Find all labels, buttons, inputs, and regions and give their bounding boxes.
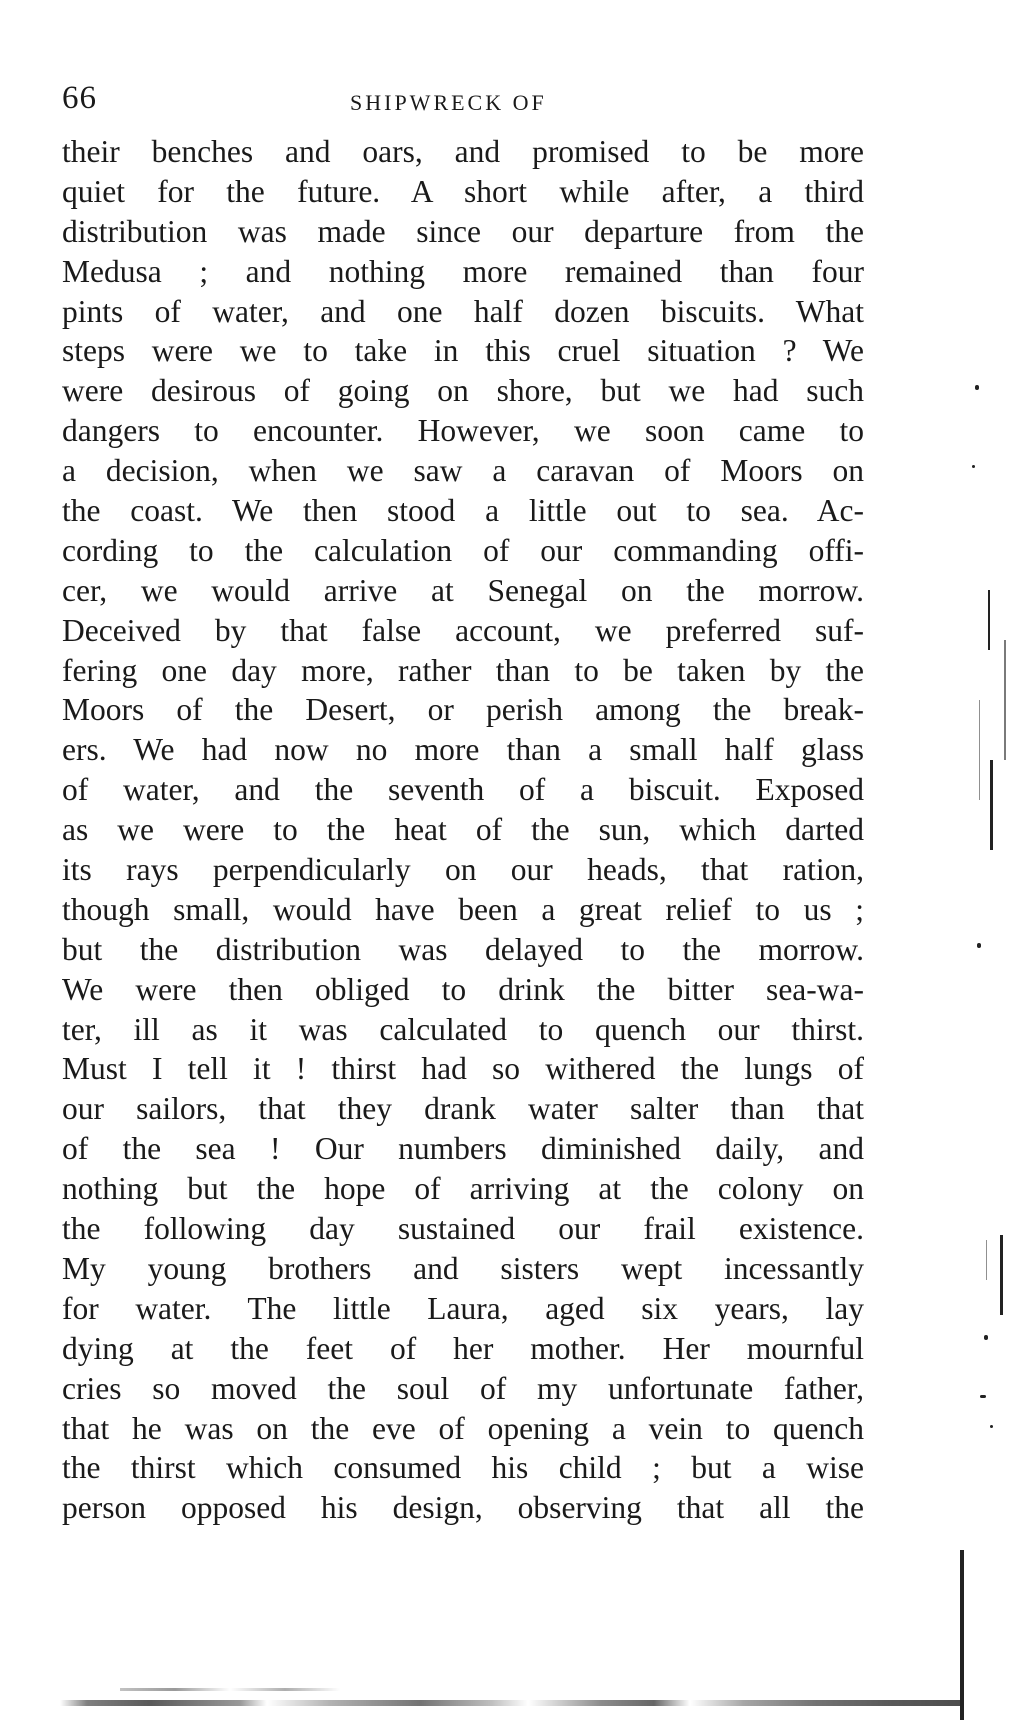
text-line: Moors of the Desert, or perish among the break- xyxy=(62,692,864,728)
text-line: but the distribution was delayed to the morrow. xyxy=(62,931,864,967)
running-head: SHIPWRECK OF xyxy=(350,90,547,115)
text-line: of water, and the seventh of a biscuit. Exposed xyxy=(62,772,864,808)
margin-speck xyxy=(980,1395,986,1398)
text-line: cries so moved the soul of my unfortunate father, xyxy=(62,1370,864,1406)
text-line: My young brothers and sisters wept incessantly xyxy=(62,1250,864,1286)
page-number: 66 xyxy=(62,80,97,116)
right-page-edge-mark xyxy=(986,1240,987,1280)
text-line: though small, would have been a great relief to us ; xyxy=(62,891,864,927)
margin-speck xyxy=(975,385,979,390)
text-line: of the sea ! Our numbers diminished daily, and xyxy=(62,1131,864,1167)
text-line: were desirous of going on shore, but we had such xyxy=(62,373,864,409)
text-line: distribution was made since our departure from the xyxy=(62,213,864,249)
margin-speck xyxy=(984,1335,988,1340)
text-line: Deceived by that false account, we preferred suf- xyxy=(62,612,864,648)
text-line: their benches and oars, and promised to be more xyxy=(62,134,864,169)
text-line: dangers to encounter. However, we soon came to xyxy=(62,413,864,449)
text-line: ter, ill as it was calculated to quench our thirst. xyxy=(62,1011,864,1047)
text-line: for water. The little Laura, aged six years, lay xyxy=(62,1290,864,1326)
right-page-edge-mark xyxy=(988,590,990,650)
bottom-page-edge-mark xyxy=(120,1688,340,1691)
text-line: cer, we would arrive at Senegal on the morrow. xyxy=(62,572,864,608)
right-page-edge-mark xyxy=(960,1550,964,1720)
bottom-page-edge-mark xyxy=(60,1700,960,1706)
margin-speck xyxy=(990,1425,993,1428)
text-line: person opposed his design, observing that all the xyxy=(62,1490,864,1526)
margin-speck xyxy=(972,465,975,468)
body-text xyxy=(62,132,864,1528)
text-line: quiet for the future. A short while after, a third xyxy=(62,173,864,209)
text-line: the coast. We then stood a little out to sea. Ac- xyxy=(62,493,864,529)
right-page-edge-mark xyxy=(979,700,980,800)
page-header xyxy=(62,80,862,130)
text-line: cording to the calculation of our commanding offi- xyxy=(62,532,864,568)
text-line: dying at the feet of her mother. Her mournful xyxy=(62,1330,864,1366)
text-line: that he was on the eve of opening a vein to quench xyxy=(62,1410,864,1446)
text-line: the thirst which consumed his child ; but a wise xyxy=(62,1450,864,1486)
text-line: our sailors, that they drank water salter than that xyxy=(62,1091,864,1127)
text-line: Must I tell it ! thirst had so withered the lungs of xyxy=(62,1051,864,1087)
text-line: the following day sustained our frail existence. xyxy=(62,1211,864,1247)
text-line: We were then obliged to drink the bitter sea-wa- xyxy=(62,971,864,1007)
right-page-edge-mark xyxy=(1004,640,1006,760)
text-line: nothing but the hope of arriving at the colony on xyxy=(62,1171,864,1207)
text-line: as we were to the heat of the sun, which darted xyxy=(62,812,864,848)
right-page-edge-mark xyxy=(1000,1235,1003,1315)
text-line: Medusa ; and nothing more remained than four xyxy=(62,253,864,289)
text-line: ers. We had now no more than a small half glass xyxy=(62,732,864,768)
text-line: pints of water, and one half dozen biscuits. What xyxy=(62,293,864,329)
text-line: its rays perpendicularly on our heads, that ration, xyxy=(62,852,864,888)
margin-speck xyxy=(977,943,981,948)
right-page-edge-mark xyxy=(990,760,993,850)
text-line: fering one day more, rather than to be taken by the xyxy=(62,652,864,688)
text-line: a decision, when we saw a caravan of Moors on xyxy=(62,453,864,489)
text-line: steps were we to take in this cruel situation ? We xyxy=(62,333,864,369)
